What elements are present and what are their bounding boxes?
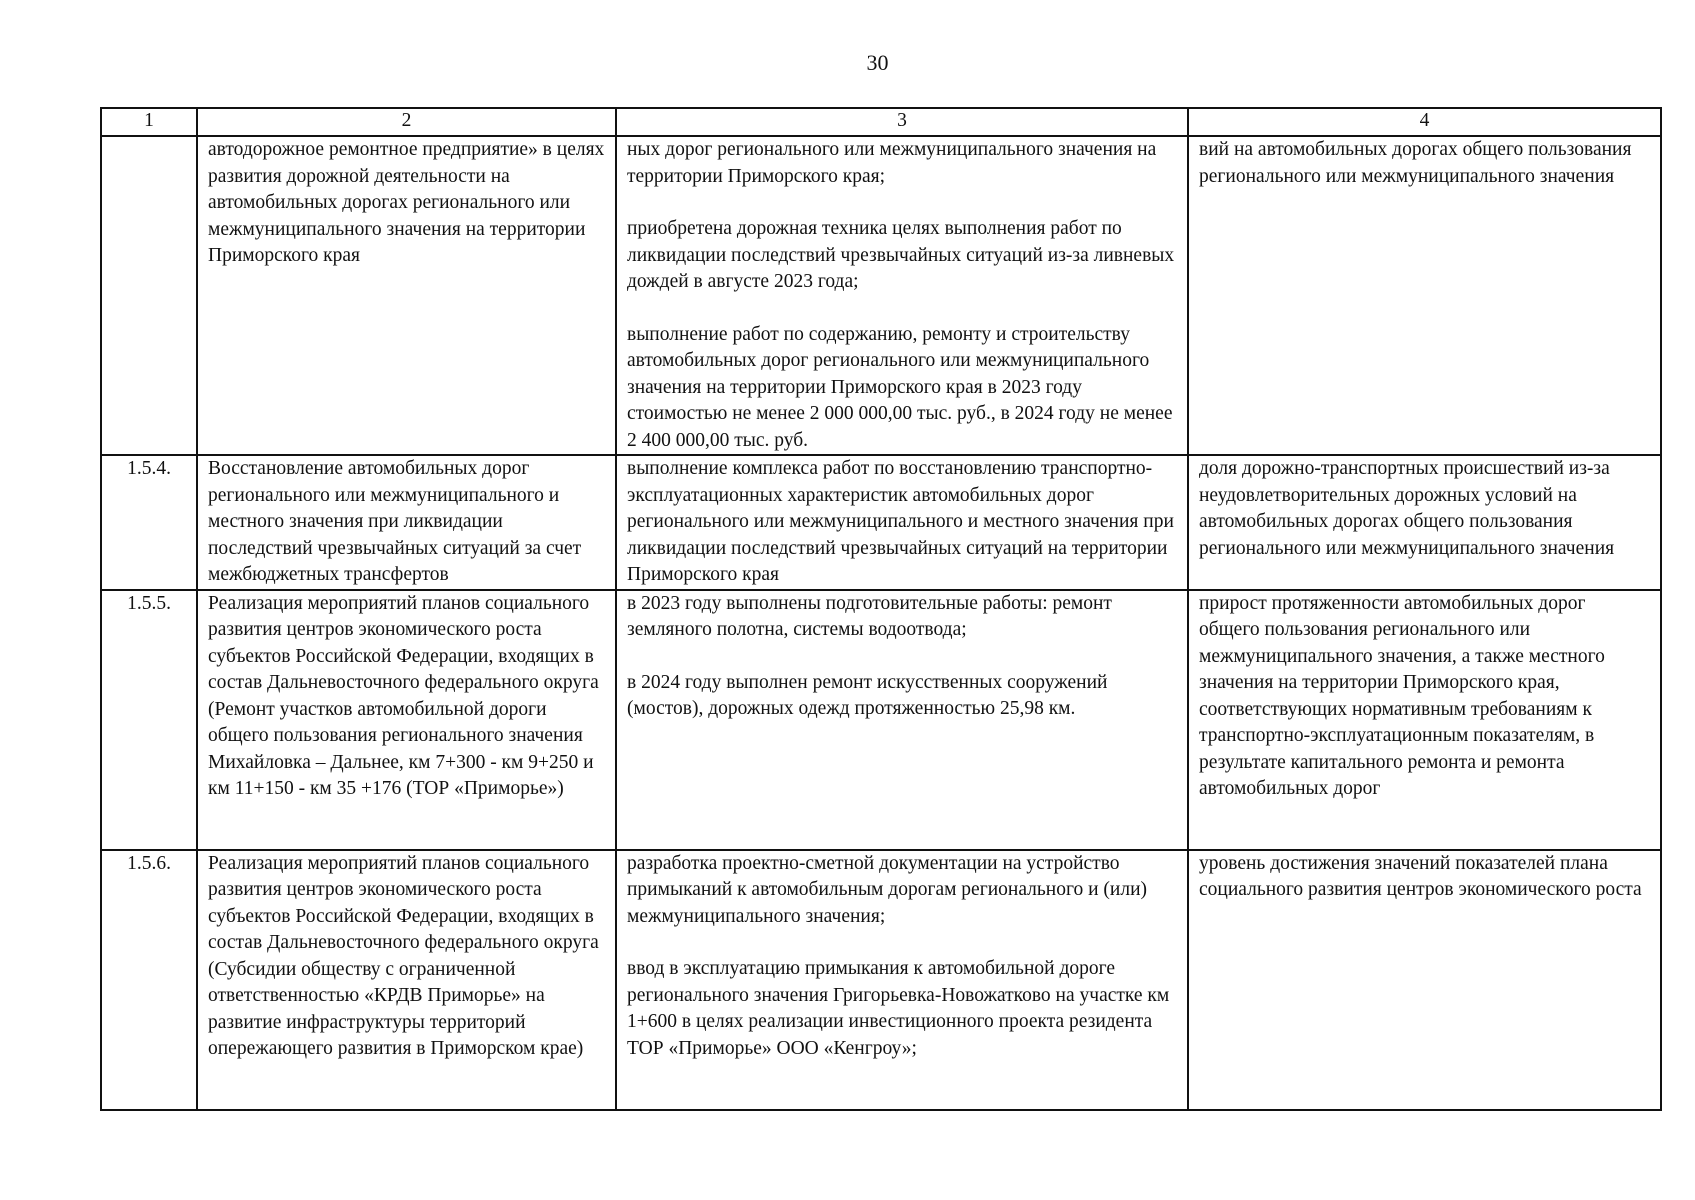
event-cell <box>197 455 616 590</box>
table-row <box>101 590 1661 850</box>
row-number: 1.5.4. <box>101 455 197 590</box>
header-cell-2: 2 <box>197 108 616 136</box>
result-text: выполнение работ по содержанию, ремонту и строительству автомобильных дорог регионального или межмуниципального значения на территории Приморского края в 2023 году стоимостью не менее 2 000 000,00 тыс. руб., в 2024 году не менее 2 400 000,00 тыс. руб. <box>627 323 1173 451</box>
header-cell-4: 4 <box>1188 108 1661 136</box>
indicator-text: уровень достижения значений показателей плана социального развития центров экономического роста <box>1199 852 1642 900</box>
indicator-text: доля дорожно-транспортных происшествий из-за неудовлетворительных дорожных условий на автомобильных дорогах общего пользования регионального или межмуниципального значения <box>1199 458 1615 559</box>
program-table <box>100 107 1662 1111</box>
page-number: 30 <box>866 50 889 75</box>
header-cell-1: 1 <box>101 108 197 136</box>
table-row <box>101 455 1661 590</box>
table-row <box>101 136 1661 455</box>
row-number <box>101 136 197 455</box>
result-cell <box>616 136 1188 455</box>
header-cell-3: 3 <box>616 108 1188 136</box>
row-number: 1.5.6. <box>101 850 197 1110</box>
indicator-cell <box>1188 136 1661 455</box>
result-cell <box>616 455 1188 590</box>
row-number: 1.5.5. <box>101 590 197 850</box>
result-text: в 2023 году выполнены подготовительные работы: ремонт земляного полотна, системы водоотвода; <box>627 592 1112 640</box>
table-header-row <box>101 108 1661 136</box>
event-text: Реализация мероприятий планов социального развития центров экономического роста субъектов Российской Федерации, входящих в состав Дальневосточного федерального округа (Субсидии обществу с ограниченной ответственностью «КРДВ Приморье» на развитие инфраструктуры территорий опережающего развития в Приморском крае) <box>208 852 599 1059</box>
result-text: выполнение комплекса работ по восстановлению транспортно-эксплуатационных характеристик автомобильных дорог регионального или межмуниципального и местного значения при ликвидации последствий чрезвычайных ситуаций на территории Приморского края <box>627 458 1174 585</box>
event-cell <box>197 850 616 1110</box>
event-cell <box>197 590 616 850</box>
indicator-cell <box>1188 850 1661 1110</box>
indicator-text: вий на автомобильных дорогах общего пользования регионального или межмуниципального значения <box>1199 139 1632 187</box>
result-text: в 2024 году выполнен ремонт искусственных сооружений (мостов), дорожных одежд протяженностью 25,98 км. <box>627 671 1108 719</box>
result-cell <box>616 590 1188 850</box>
result-text: ных дорог регионального или межмуниципального значения на территории Приморского края; <box>627 139 1157 187</box>
indicator-text: прирост протяженности автомобильных дорог общего пользования регионального или межмуниципального значения, а также местного значения на территории Приморского края, соответствующих нормативным требованиям к транспортно-эксплуатационным показателям, в результате капитального ремонта и ремонта автомобильных дорог <box>1199 592 1605 799</box>
indicator-cell <box>1188 590 1661 850</box>
result-cell <box>616 850 1188 1110</box>
indicator-cell <box>1188 455 1661 590</box>
event-text: Реализация мероприятий планов социального развития центров экономического роста субъектов Российской Федерации, входящих в состав Дальневосточного федерального округа (Ремонт участков автомобильной дороги общего пользования регионального значения Михайловка – Дальнее, км 7+300 - км 9+250 и км 11+150 - км 35 +176 (ТОР «Приморье») <box>208 592 599 799</box>
event-text: автодорожное ремонтное предприятие» в целях развития дорожной деятельности на автомобильных дорогах регионального или межмуниципального значения на территории Приморского края <box>208 139 605 266</box>
event-cell <box>197 136 616 455</box>
result-text: приобретена дорожная техника целях выполнения работ по ликвидации последствий чрезвычайных ситуаций из-за ливневых дождей в августе 2023 года; <box>627 218 1175 292</box>
event-text: Восстановление автомобильных дорог регионального или межмуниципального и местного значения при ликвидации последствий чрезвычайных ситуаций за счет межбюджетных трансфертов <box>208 458 582 585</box>
table-row <box>101 850 1661 1110</box>
result-text: ввод в эксплуатацию примыкания к автомобильной дороге регионального значения Григорьевка-Новожатково на участке км 1+600 в целях реализации инвестиционного проекта резидента ТОР «Приморье» ООО «Кенгроу»; <box>627 958 1170 1059</box>
result-text: разработка проектно-сметной документации на устройство примыканий к автомобильным дорогам регионального и (или) межмуниципального значения; <box>627 852 1148 927</box>
